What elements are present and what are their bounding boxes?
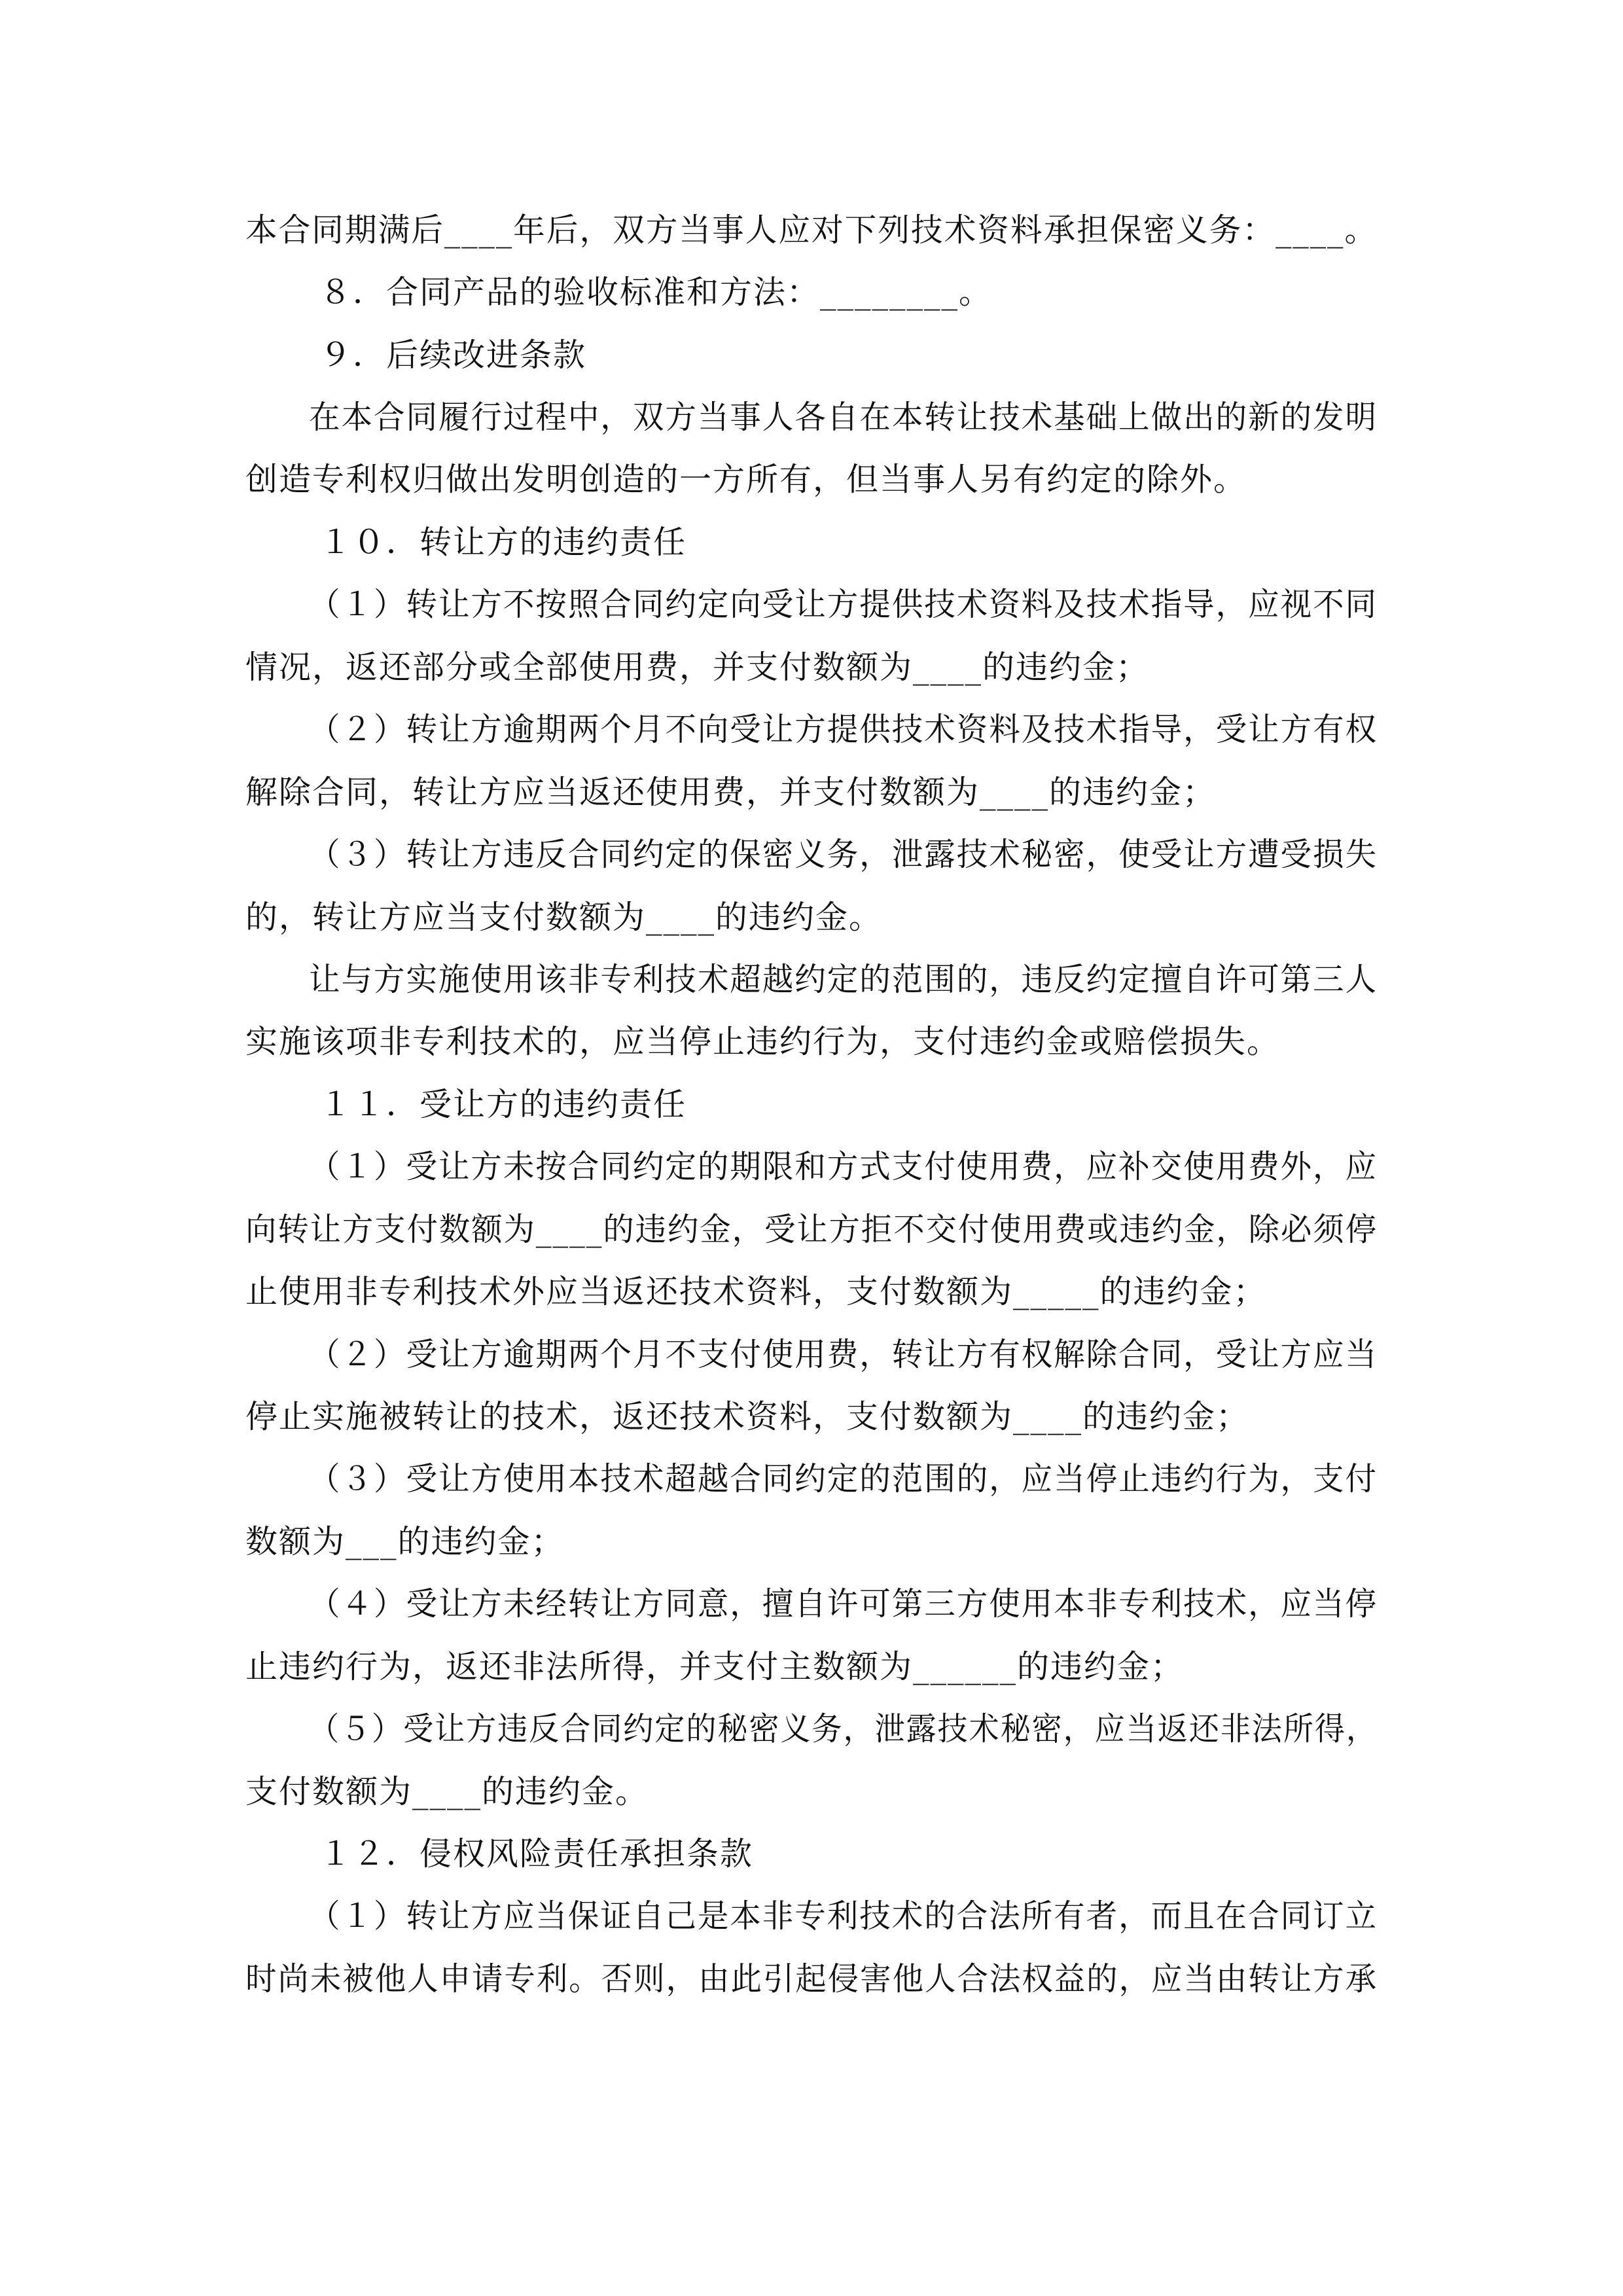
paragraph-line: （１）转让方不按照合同约定向受让方提供技术资料及技术指导，应视不同 xyxy=(309,586,1378,623)
paragraph-line: （５）受让方违反合同约定的秘密义务，泄露技术秘密，应当返还非法所得， xyxy=(309,1710,1378,1748)
paragraph-line: 止使用非专利技术外应当返还技术资料，支付数额为_____的违约金； xyxy=(245,1273,1267,1310)
paragraph-line: 时尚未被他人申请专利。否则，由此引起侵害他人合法权益的，应当由转让方承 xyxy=(245,1960,1378,1998)
paragraph-line: 停止实施被转让的技术，返还技术资料，支付数额为____的违约金； xyxy=(245,1398,1250,1435)
paragraph-line: （４）受让方未经转让方同意，擅自许可第三方使用本非专利技术，应当停 xyxy=(309,1585,1378,1623)
paragraph-line: 的，转让方应当支付数额为____的违约金。 xyxy=(245,899,883,936)
text-line: 本合同期满后____年后，双方当事人应对下列技术资料承担保密义务：____。 xyxy=(245,211,1378,249)
clause-heading-10: １０．转让方的违约责任 xyxy=(319,524,687,561)
paragraph-line: 实施该项非专利技术的，应当停止违约行为，支付违约金或赔偿损失。 xyxy=(245,1023,1281,1060)
paragraph-line: 止违约行为，返还非法所得，并支付主数额为______的违约金； xyxy=(245,1648,1185,1685)
paragraph-line: 数额为___的违约金； xyxy=(245,1523,565,1560)
paragraph-line: （１）受让方未按合同约定的期限和方式支付使用费，应补交使用费外，应 xyxy=(309,1148,1378,1185)
clause-heading-8: ８．合同产品的验收标准和方法：________。 xyxy=(319,274,993,311)
paragraph-line: （２）转让方逾期两个月不向受让方提供技术资料及技术指导，受让方有权 xyxy=(309,711,1378,748)
clause-heading-9: ９．后续改进条款 xyxy=(319,336,587,374)
paragraph-line: 创造专利权归做出发明创造的一方所有，但当事人另有约定的除外。 xyxy=(245,461,1247,498)
paragraph-line: 解除合同，转让方应当返还使用费，并支付数额为____的违约金； xyxy=(245,774,1217,811)
clause-heading-12: １２．侵权风险责任承担条款 xyxy=(319,1835,754,1873)
paragraph-line: （３）转让方违反合同约定的保密义务，泄露技术秘密，使受让方遭受损失 xyxy=(309,836,1378,873)
paragraph-line: 情况，返还部分或全部使用费，并支付数额为____的违约金； xyxy=(245,649,1150,686)
paragraph-line: （２）受让方逾期两个月不支付使用费，转让方有权解除合同，受让方应当 xyxy=(309,1336,1378,1373)
paragraph-line: 向转让方支付数额为____的违约金，受让方拒不交付使用费或违约金，除必须停 xyxy=(245,1211,1378,1248)
paragraph-line: 在本合同履行过程中，双方当事人各自在本转让技术基础上做出的新的发明 xyxy=(309,399,1378,436)
paragraph-line: 让与方实施使用该非专利技术超越约定的范围的，违反约定擅自许可第三人 xyxy=(309,961,1378,998)
paragraph-line: （１）转让方应当保证自己是本非专利技术的合法所有者，而且在合同订立 xyxy=(309,1897,1378,1935)
clause-heading-11: １１．受让方的违约责任 xyxy=(319,1086,687,1123)
paragraph-line: （３）受让方使用本技术超越合同约定的范围的，应当停止违约行为，支付 xyxy=(309,1460,1378,1498)
paragraph-line: 支付数额为____的违约金。 xyxy=(245,1773,649,1810)
